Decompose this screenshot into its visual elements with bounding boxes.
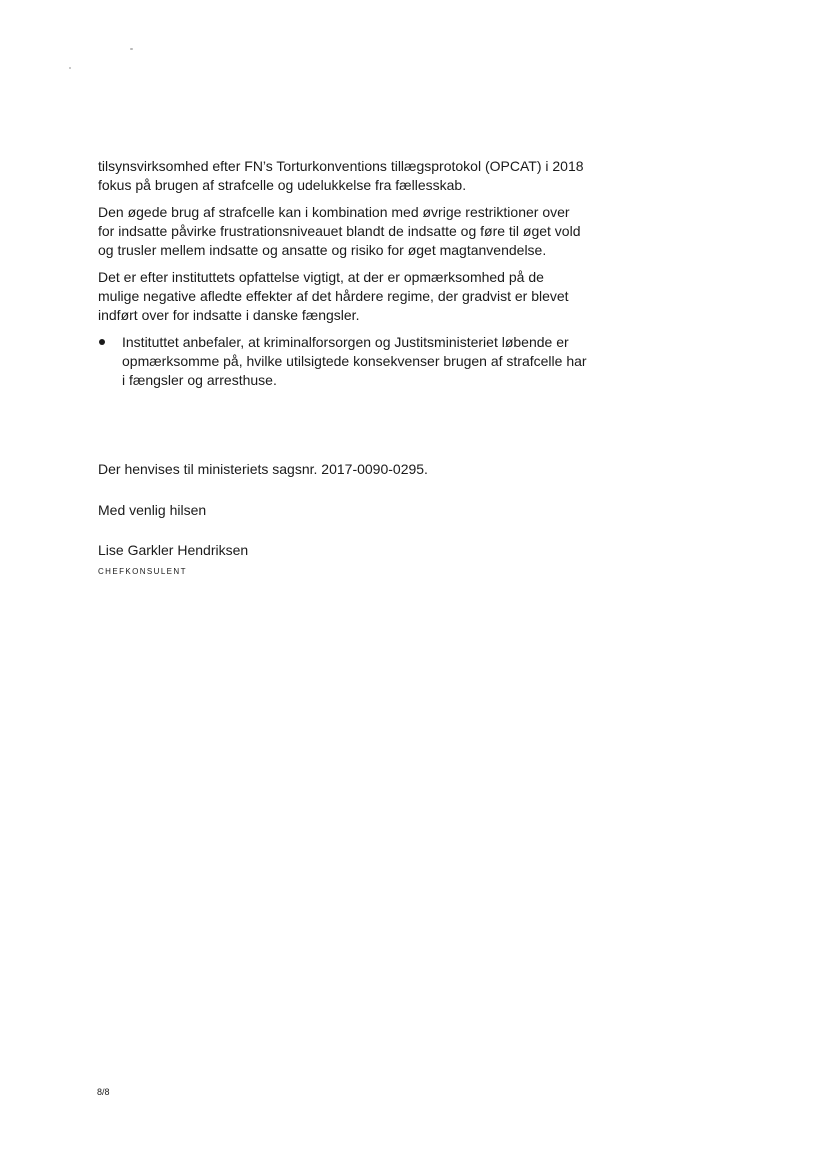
case-reference: Der henvises til ministeriets sagsnr. 2017-0090-0295. xyxy=(98,461,428,477)
paragraph-restrictions: Den øgede brug af strafcelle kan i kombination med øvrige restriktioner over for indsatte påvirke frustrationsniveauet blandt de indsatte og føre til øget vold og trusler mellem indsatte og ansatte og risiko for øget magtanvendelse. xyxy=(98,204,581,258)
scan-speck xyxy=(69,67,71,69)
page-number: 8/8 xyxy=(97,1087,110,1097)
signer-title: CHEFKONSULENT xyxy=(98,567,187,576)
bullet-icon xyxy=(99,339,105,345)
recommendation-text: Instituttet anbefaler, at kriminalforsorgen og Justitsministeriet løbende er opmærksomme på, hvilke utilsigtede konsekvenser brugen af strafcelle har i fængsler og arresthuse. xyxy=(122,334,587,388)
letter-body xyxy=(98,157,588,390)
recommendation-list xyxy=(98,333,588,390)
paragraph-regime: Det er efter instituttets opfattelse vigtigt, at der er opmærksomhed på de mulige negative afledte effekter af det hårdere regime, der gradvist er blevet indført over for indsatte i danske fængsler. xyxy=(98,269,569,323)
closing-greeting: Med venlig hilsen xyxy=(98,502,207,518)
paragraph-opcat: tilsynsvirksomhed efter FN’s Torturkonventions tillægsprotokol (OPCAT) i 2018 fokus på brugen af strafcelle og udelukkelse fra fællesskab. xyxy=(98,158,584,193)
signer-name: Lise Garkler Hendriksen xyxy=(98,542,249,558)
list-item xyxy=(98,333,588,390)
scan-speck xyxy=(130,48,133,50)
